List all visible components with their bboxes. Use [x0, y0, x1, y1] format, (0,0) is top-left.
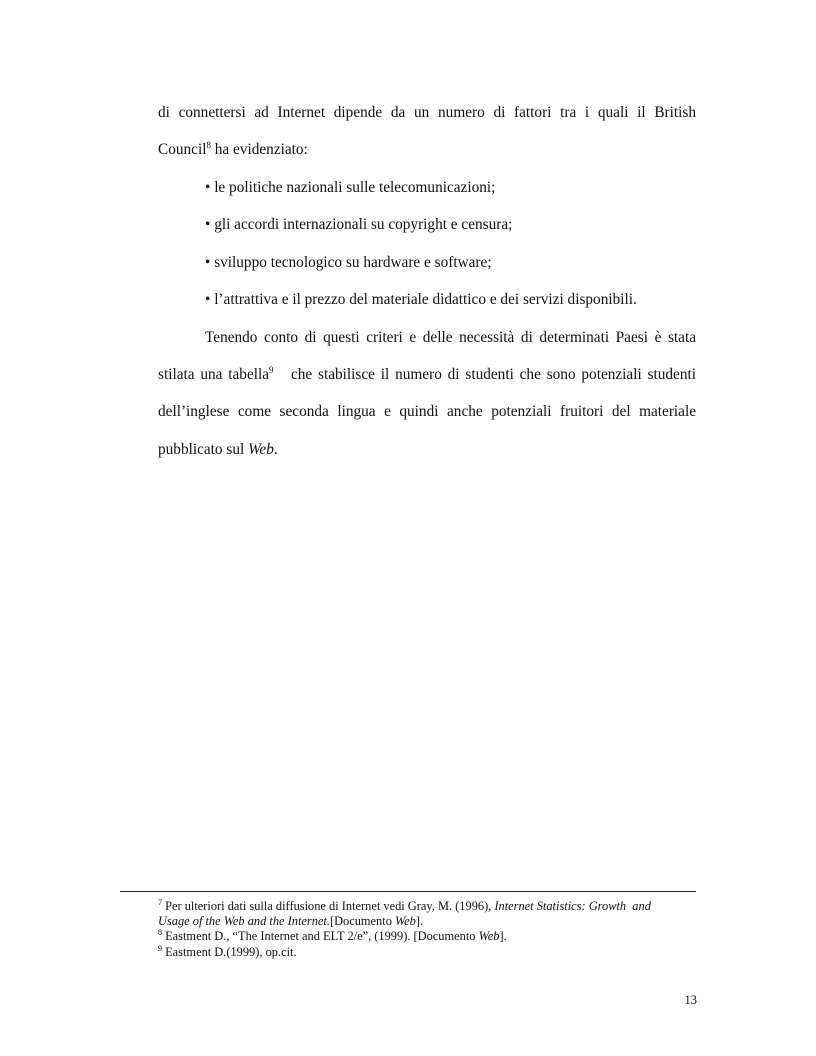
- footnote-8: [158, 928, 696, 944]
- bullet-text: l’attrattiva e il prezzo del materiale didattico e dei servizi disponibili.: [214, 291, 637, 308]
- footnote-number: 9: [158, 944, 162, 953]
- paragraph-line: [205, 328, 696, 348]
- para2-line-3: dell’inglese come seconda lingua e quindi anche potenziali fruitori del materiale: [158, 403, 696, 420]
- footnote-web: Web: [395, 914, 416, 928]
- bullet-item: [205, 215, 512, 235]
- footnote-ref-8[interactable]: 8: [206, 140, 211, 150]
- footnote-text: [Documento: [329, 914, 395, 928]
- bullet-item: [205, 253, 492, 273]
- bullet-icon: •: [205, 291, 211, 308]
- page-number: 13: [684, 993, 697, 1007]
- footnote-9: [158, 944, 696, 960]
- footnote-number: 8: [158, 928, 162, 937]
- footnote-text: ].: [415, 914, 424, 928]
- footnote-text: ].: [499, 929, 507, 943]
- footnote-text: Eastment D., “The Internet and ELT 2/e”, (1999). [Documento: [162, 929, 479, 943]
- para2-line-4a: pubblicato sul: [158, 441, 249, 458]
- intro-line-1: di connettersi ad Internet dipende da un numero di fattori tra i quali il British: [158, 104, 696, 121]
- bullet-icon: •: [205, 179, 211, 196]
- web-emphasis: Web: [248, 441, 274, 458]
- bullet-item: [205, 290, 637, 310]
- para2-line-2b: che stabilisce il numero di studenti che sono potenziali studenti: [273, 366, 696, 383]
- footnote-text: Per ulteriori dati sulla diffusione di Internet vedi Gray, M. (1996),: [162, 899, 495, 913]
- bullet-text: le politiche nazionali sulle telecomunicazioni;: [214, 179, 496, 196]
- para2-line-4b: .: [273, 441, 278, 458]
- bullet-icon: •: [205, 216, 211, 233]
- footnote-number: 7: [158, 898, 162, 907]
- bullet-text: gli accordi internazionali su copyright e censura;: [214, 216, 513, 233]
- paragraph-line: [158, 140, 696, 160]
- para2-line-2a: stilata una tabella: [158, 366, 270, 383]
- bullet-item: [205, 178, 495, 198]
- council-text: Council: [158, 141, 207, 158]
- intro-line-2: ha evidenziato:: [210, 141, 308, 158]
- footnote-separator: [120, 891, 696, 892]
- bullet-icon: •: [205, 254, 211, 271]
- footnote-7: [158, 898, 696, 914]
- paragraph-line: [158, 440, 696, 460]
- paragraph-line: [158, 402, 696, 422]
- paragraph-line: [158, 103, 696, 123]
- bullet-text: sviluppo tecnologico su hardware e software;: [214, 254, 492, 271]
- footnote-7-cont: [158, 913, 696, 929]
- footnote-web: Web: [478, 929, 500, 943]
- footnote-text: Eastment D.(1999), op.cit.: [162, 945, 297, 959]
- footnote-title: Internet Statistics: Growth and: [494, 899, 651, 913]
- footnote-ref-9[interactable]: 9: [269, 365, 274, 375]
- footnote-title: Usage of the Web and the Internet.: [158, 914, 330, 928]
- paragraph-line: [158, 365, 696, 385]
- para2-line-1: Tenendo conto di questi criteri e delle necessità di determinati Paesi è stata: [205, 329, 696, 346]
